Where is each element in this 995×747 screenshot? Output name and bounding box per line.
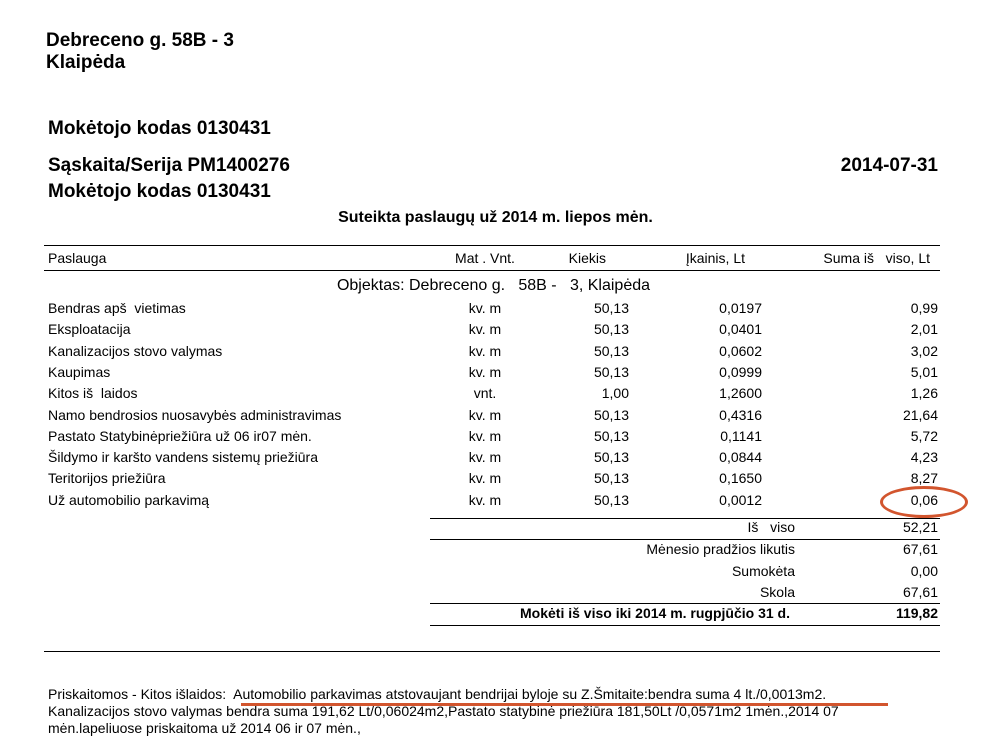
summary-pay-label: Mokėti iš viso iki 2014 m. rugpjūčio 31 d. <box>520 605 790 621</box>
sum-cell: 5,01 <box>910 363 938 380</box>
table-row <box>0 300 995 321</box>
unit-cell: kv. m <box>468 449 502 466</box>
table-row <box>0 407 995 428</box>
price-cell: 1,2600 <box>719 385 762 402</box>
summary-pay-value: 119,82 <box>895 605 938 621</box>
summary-debt-value: 67,61 <box>902 584 938 600</box>
unit-cell: kv. m <box>468 363 502 380</box>
table-row <box>0 385 995 406</box>
sum-cell: 2,01 <box>910 321 938 338</box>
header-sum: Suma iš viso, Lt <box>823 250 930 266</box>
summary-debt <box>430 584 938 605</box>
summary-opening-label: Mėnesio pradžios likutis <box>646 541 795 557</box>
summary-bottom-line <box>430 625 940 626</box>
payer-code: Mokėtojo kodas 0130431 <box>48 118 271 139</box>
qty-cell: 50,13 <box>593 363 629 380</box>
price-cell: 0,0602 <box>719 342 762 359</box>
service-name-cell: Už automobilio parkavimą <box>48 491 210 508</box>
table-row <box>0 343 995 364</box>
unit-cell: vnt. <box>473 385 497 402</box>
sum-cell: 5,72 <box>910 427 938 444</box>
service-name-cell: Eksploatacija <box>48 321 131 338</box>
header-price: Įkainis, Lt <box>685 250 745 266</box>
table-row <box>0 364 995 385</box>
qty-cell: 50,13 <box>593 427 629 444</box>
unit-cell: kv. m <box>468 342 502 359</box>
qty-cell: 50,13 <box>593 491 629 508</box>
price-cell: 0,4316 <box>719 406 762 423</box>
price-cell: 0,0012 <box>719 491 762 508</box>
sum-cell: 0,99 <box>910 300 938 316</box>
sum-cell: 21,64 <box>902 406 938 423</box>
notes-top-line <box>44 651 940 652</box>
notes <box>48 686 948 737</box>
qty-cell: 50,13 <box>593 300 629 316</box>
header-service: Paslauga <box>48 250 107 266</box>
address-line-1: Debreceno g. 58B - 3 <box>46 30 234 51</box>
summary-debt-label: Skola <box>759 584 795 600</box>
price-cell: 0,1141 <box>720 427 762 444</box>
summary-opening <box>430 541 938 562</box>
table-row <box>0 470 995 491</box>
invoice-subtitle: Suteikta paslaugų už 2014 m. liepos mėn. <box>338 209 653 226</box>
qty-cell: 50,13 <box>593 449 629 466</box>
unit-cell: kv. m <box>468 406 502 423</box>
notes-line-2: Kanalizacijos stovo valymas bendra suma 191,62 Lt/0,06024m2,Pastato statybinė priežiūra 181,50Lt /0,0571m2 1mėn.,2014 07 <box>48 703 839 719</box>
notes-prefix: Priskaitomos - Kitos išlaidos: <box>48 686 234 702</box>
highlight-oval <box>880 486 968 518</box>
qty-cell: 50,13 <box>593 342 629 359</box>
unit-cell: kv. m <box>468 470 502 487</box>
summary-line-pay-top <box>430 603 940 604</box>
table-row <box>0 449 995 470</box>
notes-line-3: mėn.lapeliuose priskaitoma už 2014 06 ir 07 mėn., <box>48 720 361 736</box>
summary-paid <box>430 563 938 584</box>
qty-cell: 50,13 <box>593 321 629 338</box>
qty-cell: 50,13 <box>593 470 629 487</box>
summary-paid-value: 0,00 <box>910 563 938 579</box>
unit-cell: kv. m <box>468 300 502 316</box>
service-name-cell: Kaupimas <box>48 363 111 380</box>
summary-opening-value: 67,61 <box>902 541 938 557</box>
service-name-cell: Bendras apš vietimas <box>48 300 186 316</box>
summary-total-value: 52,21 <box>902 519 938 535</box>
address-line-2: Klaipėda <box>46 52 126 73</box>
table-top-line <box>44 245 940 246</box>
price-cell: 0,0401 <box>719 321 762 338</box>
price-cell: 0,0844 <box>719 449 762 466</box>
qty-cell: 50,13 <box>593 406 629 423</box>
service-name-cell: Pastato Statybinėpriežiūra už 06 ir07 mėn. <box>48 427 312 444</box>
service-name-cell: Kanalizacijos stovo valymas <box>48 342 223 359</box>
header-unit: Mat . Vnt. <box>455 250 515 266</box>
service-name-cell: Teritorijos priežiūra <box>48 470 166 487</box>
summary-total <box>430 519 938 540</box>
invoice-series: Sąskaita/Serija PM1400276 <box>48 155 290 176</box>
object-line: Objektas: Debreceno g. 58B - 3, Klaipėda <box>336 277 651 294</box>
price-cell: 0,0999 <box>719 363 762 380</box>
sum-cell: 1,26 <box>910 385 938 402</box>
service-name-cell: Namo bendrosios nuosavybės administravimas <box>48 406 342 423</box>
summary-total-label: Iš viso <box>747 519 795 535</box>
table-header-line <box>44 270 940 271</box>
summary-pay <box>430 605 938 626</box>
price-cell: 0,0197 <box>719 300 762 316</box>
sum-cell: 4,23 <box>910 449 938 466</box>
highlight-underline <box>241 703 888 706</box>
unit-cell: kv. m <box>468 427 502 444</box>
notes-highlighted: Automobilio parkavimas atstovaujant bendrijai byloje su Z.Šmitaite:bendra suma 4 lt./0,0013m2. <box>233 686 827 702</box>
service-name-cell: Kitos iš laidos <box>48 385 138 402</box>
table-row <box>0 492 995 513</box>
header-qty: Kiekis <box>568 250 606 266</box>
service-name-cell: Šildymo ir karšto vandens sistemų priežiūra <box>48 449 318 466</box>
unit-cell: kv. m <box>468 491 502 508</box>
summary-paid-label: Sumokėta <box>731 563 795 579</box>
notes-line-1 <box>48 686 948 703</box>
sum-cell: 3,02 <box>910 342 938 359</box>
sum-cell: 8,27 <box>910 470 938 487</box>
table-row <box>0 321 995 342</box>
payer-code-repeat: Mokėtojo kodas 0130431 <box>48 181 271 202</box>
price-cell: 0,1650 <box>719 470 762 487</box>
sum-cell: 0,06 <box>910 491 938 508</box>
unit-cell: kv. m <box>468 321 502 338</box>
qty-cell: 1,00 <box>601 385 629 402</box>
invoice-date: 2014-07-31 <box>840 155 938 176</box>
summary-line-2 <box>430 539 940 540</box>
table-row <box>0 428 995 449</box>
